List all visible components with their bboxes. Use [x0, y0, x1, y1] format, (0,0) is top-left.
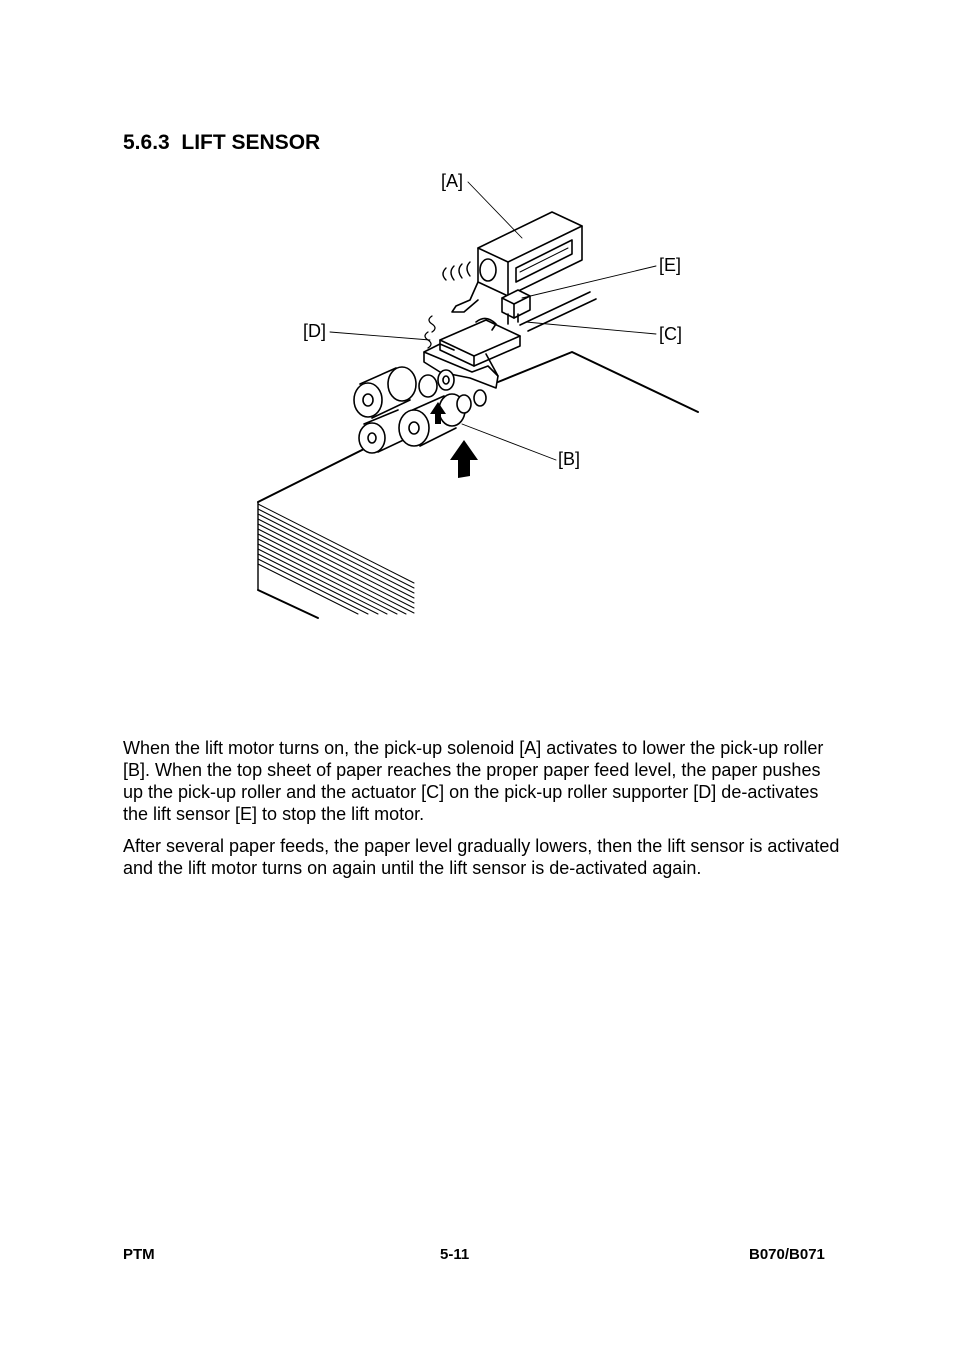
- lift-sensor: [502, 290, 530, 324]
- callout-e: [E]: [659, 255, 682, 275]
- callout-d: [D]: [303, 321, 327, 341]
- callout-b: [B]: [558, 449, 581, 469]
- footer-model: B070/B071: [749, 1246, 825, 1263]
- large-up-arrow: [450, 440, 478, 478]
- footer-left: PTM: [123, 1246, 155, 1263]
- tray-guide: [498, 292, 698, 412]
- callout-c: [C]: [659, 324, 683, 344]
- feed-rollers: [354, 367, 486, 453]
- body-paragraph-1: When the lift motor turns on, the pick-up solenoid [A] activates to lower the pick-up roller [B]. When the top sheet of paper reaches the proper paper feed level, the paper pushes up the pick-up roller and the actuator [C] on the pick-up roller supporter [D] de-activates the lift sensor [E] to stop the lift motor.: [123, 738, 824, 824]
- paper-stack: [258, 446, 414, 618]
- section-title: 5.6.3 LIFT SENSOR: [123, 131, 321, 154]
- footer-page-number: 5-11: [440, 1246, 470, 1263]
- callout-a: [A]: [441, 171, 464, 191]
- body-paragraph-2: After several paper feeds, the paper level gradually lowers, then the lift sensor is activated and the lift motor turns on again until the lift sensor is de-activated again.: [123, 836, 840, 878]
